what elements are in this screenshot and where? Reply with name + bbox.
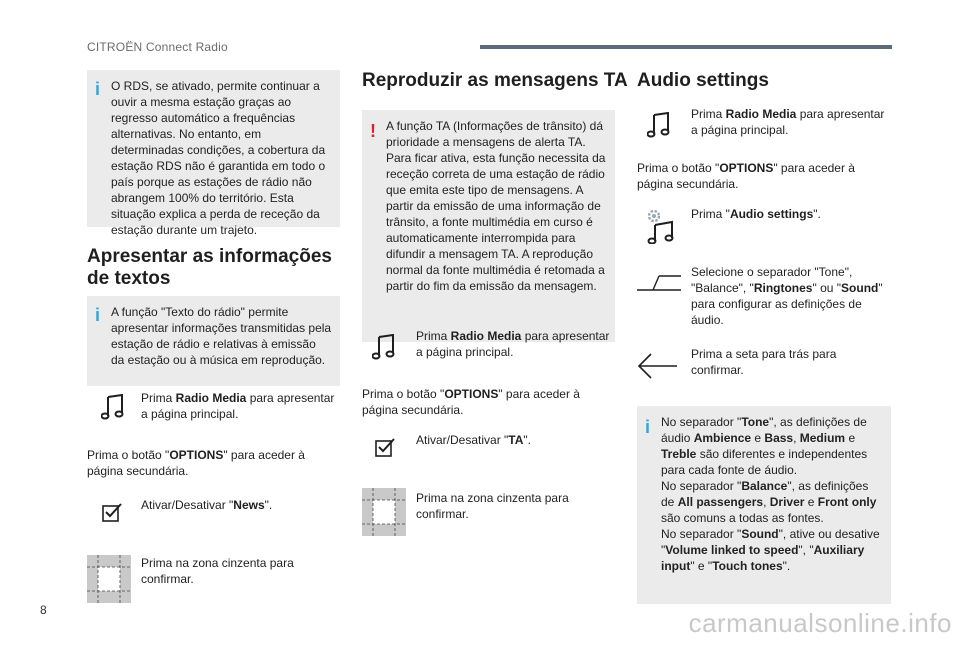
step-grey-zone: Prima na zona cinzenta para confirmar. [87,553,340,603]
warning-note-ta [362,110,615,342]
info-icon: i [645,417,651,437]
step-options: Prima o botão "OPTIONS" para aceder à página secundária. [637,161,855,191]
step-toggle-news: Ativar/Desativar "News". [101,495,340,535]
warning-icon: ! [370,121,376,141]
checkbox-icon [374,436,396,458]
step-audio-settings: Prima "Audio settings". [645,206,891,250]
info-icon: i [95,305,101,325]
section-heading-audio: Audio settings [637,70,769,91]
settings-music-icon [645,208,675,244]
step-radio-media: Prima Radio Media para apresentar a página principal. [647,106,891,146]
info-icon: i [95,79,101,99]
step-radio-media: Prima Radio Media para apresentar a página principal. [372,328,615,368]
music-note-icon [647,112,671,138]
warning-text: A função TA (Informações de trânsito) dá prioridade a mensagens de alerta TA. Para ficar ativa, esta função necessita da receção correta de uma estação de rádio que emita este tipo de mensagens. A partir da emissão de uma informação de trânsito, a fonte multimédia em curso é automaticamente interrompida para difundir a mensagem TA. A reprodução normal da fonte multimédia é retomada a partir do fim da emissão da mensagem. [386,119,606,293]
header-bar [480,45,892,49]
back-arrow-icon [637,352,679,380]
step-toggle-ta: Ativar/Desativar "TA". [374,432,615,472]
section-heading-texts: Apresentar as informações de textos [87,246,332,289]
info-note-rds [87,70,340,237]
note-text: O RDS, se ativado, permite continuar a ouvir a mesma estação graças ao regresso automático a frequências alternativas. No entanto, em determinadas condições, a cobertura da estação RDS não é garantida em todo o país porque as estações de rádio não abrangem 100% do território. Esta situação explica a perda de receção da estação durante um trajeto. [111,79,326,237]
music-note-icon [101,394,125,420]
info-note-audio [637,406,891,604]
step-grey-zone: Prima na zona cinzenta para confirmar. [362,488,615,538]
music-note-icon [372,334,396,360]
info-note-text [87,296,340,386]
step-options: Prima o botão "OPTIONS" para aceder à página secundária. [87,448,305,478]
step-back-arrow: Prima a seta para trás para confirmar. [637,346,891,386]
watermark: carmanualsonline.info [688,608,952,638]
tab-selector-icon [637,270,681,296]
grey-zone-icon [87,555,131,603]
page-number: 8 [40,603,47,617]
section-heading-ta: Reproduzir as mensagens TA [362,70,628,91]
note-text: A função "Texto do rádio" permite apresentar informações transmitidas pela estação de rádio e relativas à emissão da estação ou à música em reprodução. [111,305,332,367]
note-text: No separador "Tone", as definições de áudio Ambience e Bass, Medium e Treble são diferentes e independentes para cada fonte de áudio. No separador "Balance", as definições de All passengers, Driver e Front only são comuns a todas as fontes. No separador "Sound", ative ou desative "Volume linked to speed", "Auxiliary input" e "Touch tones". [661,415,880,573]
manual-header: CITROËN Connect Radio [87,40,228,54]
step-select-tab: Selecione o separador "Tone", "Balance", "Ringtones" ou "Sound" para configurar as definições de áudio. [637,264,891,328]
step-options: Prima o botão "OPTIONS" para aceder à página secundária. [362,387,580,417]
grey-zone-icon [362,488,406,536]
checkbox-icon [101,501,123,523]
step-radio-media: Prima Radio Media para apresentar a página principal. [101,390,340,430]
